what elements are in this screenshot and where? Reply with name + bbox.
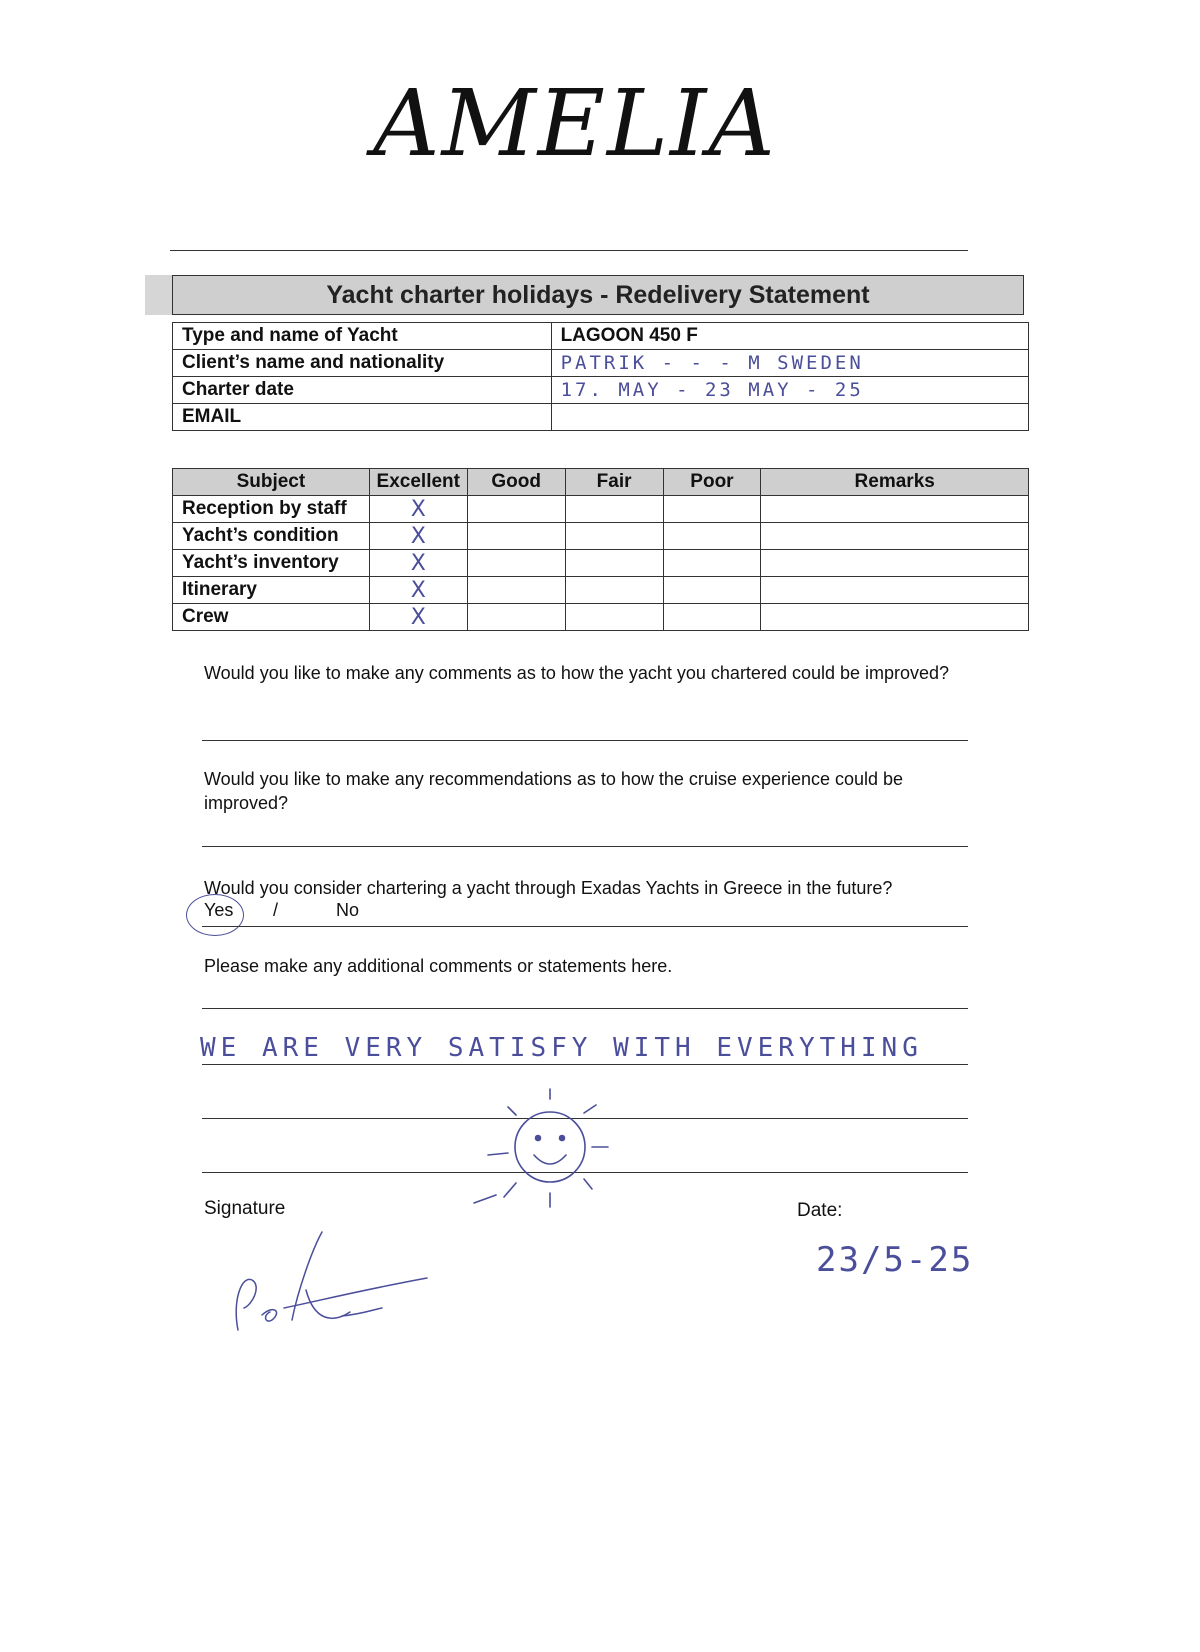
rating-cell-excellent[interactable]: X <box>369 523 467 550</box>
signature-label: Signature <box>204 1198 286 1219</box>
comment-line <box>202 1064 968 1065</box>
comment-line <box>202 1008 968 1009</box>
answer-separator: / <box>273 900 279 920</box>
rating-cell-remarks[interactable] <box>761 550 1029 577</box>
info-row <box>173 377 1029 404</box>
question-future-charter: Would you consider chartering a yacht through Exadas Yachts in Greece in the future? <box>204 878 893 898</box>
column-header-good: Good <box>467 469 565 496</box>
rating-cell-excellent[interactable]: X <box>369 496 467 523</box>
rating-subject: Yacht’s inventory <box>173 550 370 577</box>
rating-cell-fair[interactable] <box>565 604 663 631</box>
rating-cell-fair[interactable] <box>565 523 663 550</box>
answer-line <box>202 926 968 927</box>
info-label: EMAIL <box>173 404 552 431</box>
rating-cell-remarks[interactable] <box>761 523 1029 550</box>
column-header-poor: Poor <box>663 469 761 496</box>
rating-cell-good[interactable] <box>467 523 565 550</box>
rating-cell-fair[interactable] <box>565 496 663 523</box>
answer-yes[interactable]: Yes <box>204 900 234 920</box>
smiley-sun-drawing <box>460 1075 630 1225</box>
yes-selected-circle <box>186 894 244 936</box>
column-header-remarks: Remarks <box>761 469 1029 496</box>
rating-cell-poor[interactable] <box>663 550 761 577</box>
rating-cell-excellent[interactable]: X <box>369 577 467 604</box>
date-value: 23/5-25 <box>816 1240 974 1280</box>
info-row <box>173 350 1029 377</box>
rating-row <box>173 496 1029 523</box>
rating-row <box>173 577 1029 604</box>
rating-subject: Reception by staff <box>173 496 370 523</box>
date-label: Date: <box>797 1200 843 1221</box>
answer-line <box>202 740 968 741</box>
rating-cell-poor[interactable] <box>663 604 761 631</box>
question-additional-comments: Please make any additional comments or statements here. <box>204 956 673 976</box>
info-label: Client’s name and nationality <box>173 350 552 377</box>
question-yacht-improvements: Would you like to make any comments as to how the yacht you chartered could be improved? <box>204 663 950 683</box>
rating-cell-good[interactable] <box>467 577 565 604</box>
document-title: AMELIA <box>373 70 777 177</box>
column-header-fair: Fair <box>565 469 663 496</box>
yacht-name-value: LAGOON 450 F <box>551 323 1028 350</box>
info-label: Type and name of Yacht <box>173 323 552 350</box>
charter-info-table <box>172 322 1029 431</box>
rating-subject: Crew <box>173 604 370 631</box>
rating-cell-good[interactable] <box>467 604 565 631</box>
info-label: Charter date <box>173 377 552 404</box>
column-header-excellent: Excellent <box>369 469 467 496</box>
rating-cell-good[interactable] <box>467 496 565 523</box>
rating-cell-excellent[interactable]: X <box>369 550 467 577</box>
charter-date-value: 17. MAY - 23 MAY - 25 <box>551 377 1028 404</box>
title-underline <box>170 250 968 251</box>
rating-cell-poor[interactable] <box>663 523 761 550</box>
answer-line <box>202 846 968 847</box>
rating-cell-fair[interactable] <box>565 550 663 577</box>
info-row <box>173 404 1029 431</box>
rating-cell-excellent[interactable]: X <box>369 604 467 631</box>
form-title: Yacht charter holidays - Redelivery Statement <box>172 275 1024 315</box>
info-row <box>173 323 1029 350</box>
rating-cell-fair[interactable] <box>565 577 663 604</box>
question-cruise-recommendations: Would you like to make any recommendations as to how the cruise experience could be improved? <box>204 769 904 813</box>
banner-shade <box>145 275 172 315</box>
signature-drawing <box>222 1220 442 1340</box>
ratings-table <box>172 468 1029 631</box>
rating-subject: Itinerary <box>173 577 370 604</box>
rating-row <box>173 604 1029 631</box>
rating-cell-remarks[interactable] <box>761 577 1029 604</box>
additional-comment-text: WE ARE VERY SATISFY WITH EVERYTHING <box>200 1033 923 1063</box>
rating-cell-poor[interactable] <box>663 496 761 523</box>
column-header-subject: Subject <box>173 469 370 496</box>
rating-row <box>173 523 1029 550</box>
answer-no[interactable]: No <box>336 900 360 920</box>
rating-cell-remarks[interactable] <box>761 496 1029 523</box>
ratings-header-row <box>173 469 1029 496</box>
email-value <box>551 404 1028 431</box>
rating-cell-poor[interactable] <box>663 577 761 604</box>
rating-cell-good[interactable] <box>467 550 565 577</box>
rating-row <box>173 550 1029 577</box>
rating-cell-remarks[interactable] <box>761 604 1029 631</box>
client-name-value: PATRIK - - - M SWEDEN <box>551 350 1028 377</box>
rating-subject: Yacht’s condition <box>173 523 370 550</box>
